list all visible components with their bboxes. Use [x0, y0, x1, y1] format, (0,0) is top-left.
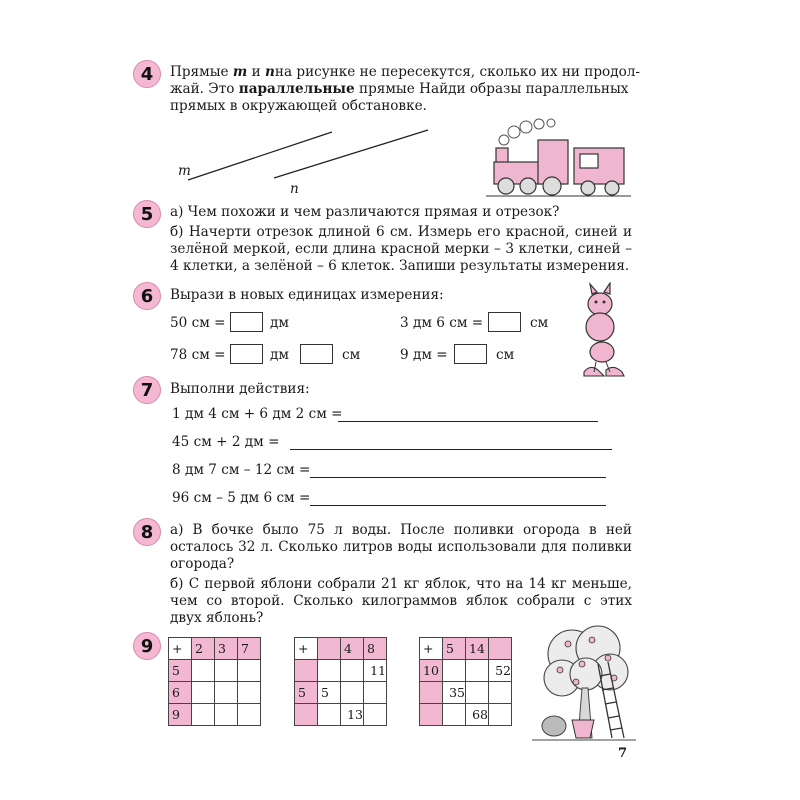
task-8-part-a: а) В бочке было 75 л воды. После поливки огорода в ней осталось 32 л. Сколько литров воды использовали для поливки огорода? — [170, 522, 632, 572]
grid-cell[interactable] — [238, 682, 261, 704]
grid-cell[interactable] — [192, 660, 215, 682]
grid-row-header: 5 — [295, 682, 318, 704]
grid-cell[interactable] — [238, 660, 261, 682]
grid-row-header: 5 — [169, 660, 192, 682]
task-7-line-3: 8 дм 7 см – 12 см = — [172, 462, 311, 478]
grid-cell[interactable] — [466, 682, 489, 704]
grid-cell: 52 — [489, 660, 512, 682]
grid-row-header — [420, 704, 443, 726]
grid-row-header: 10 — [420, 660, 443, 682]
task-9-badge: 9 — [133, 632, 161, 660]
grid-row-header — [295, 704, 318, 726]
grid-op: + — [295, 638, 318, 660]
line-m — [188, 132, 332, 180]
unit-sm: см — [530, 315, 549, 331]
unit-sm: см — [496, 347, 515, 363]
answer-line-7-1[interactable] — [338, 421, 598, 422]
grid-row-header — [420, 682, 443, 704]
grid-header: 7 — [238, 638, 261, 660]
task-6-expr-4: 9 дм = — [400, 347, 448, 363]
grid-cell[interactable] — [489, 682, 512, 704]
grid-cell[interactable] — [318, 704, 341, 726]
grid-cell[interactable] — [443, 660, 466, 682]
task-7-line-1: 1 дм 4 см + 6 дм 2 см = — [172, 406, 343, 422]
addition-grid-1 — [168, 637, 261, 726]
answer-box-6-1[interactable] — [230, 312, 263, 332]
answer-box-6-3a[interactable] — [230, 344, 263, 364]
task-5-part-a: а) Чем похожи и чем различаются прямая и отрезок? — [170, 204, 560, 220]
task-6-badge: 6 — [133, 282, 161, 310]
label-n: n — [290, 181, 299, 197]
addition-grid-2 — [294, 637, 387, 726]
grid-cell[interactable] — [341, 660, 364, 682]
task-6-expr-3: 78 см = — [170, 347, 226, 363]
grid-cell[interactable] — [215, 660, 238, 682]
train-illustration — [486, 118, 631, 198]
unit-dm: дм — [270, 315, 289, 331]
grid-cell[interactable] — [364, 682, 387, 704]
line-n — [274, 130, 428, 178]
grid-header — [318, 638, 341, 660]
task-7-line-2: 45 см + 2 дм = — [172, 434, 280, 450]
grid-cell: 5 — [318, 682, 341, 704]
answer-line-7-4[interactable] — [310, 505, 606, 506]
task-5-badge: 5 — [133, 200, 161, 228]
task-7-title: Выполни действия: — [170, 381, 310, 397]
grid-cell: 11 — [364, 660, 387, 682]
grid-cell[interactable] — [215, 682, 238, 704]
addition-grid-3 — [419, 637, 512, 726]
grid-cell[interactable] — [443, 704, 466, 726]
task-8-badge: 8 — [133, 518, 161, 546]
grid-row-header — [295, 660, 318, 682]
grid-cell[interactable] — [215, 704, 238, 726]
grid-header: 5 — [443, 638, 466, 660]
apple-tree-illustration — [532, 620, 636, 746]
answer-line-7-3[interactable] — [310, 477, 606, 478]
answer-box-6-3b[interactable] — [300, 344, 333, 364]
grid-header: 4 — [341, 638, 364, 660]
grid-cell: 68 — [466, 704, 489, 726]
grid-cell[interactable] — [318, 660, 341, 682]
grid-header — [489, 638, 512, 660]
page-number: 7 — [618, 746, 628, 761]
answer-box-6-2[interactable] — [488, 312, 521, 332]
task-6-expr-1: 50 см = — [170, 315, 226, 331]
grid-op: + — [420, 638, 443, 660]
grid-cell: 13 — [341, 704, 364, 726]
grid-cell[interactable] — [364, 704, 387, 726]
task-5-part-b: б) Начерти отрезок длиной 6 см. Измерь его красной, синей и зелёной меркой, если длина красной мерки – 3 клетки, синей – 4 клетки, а зелёной – 6 клеток. Запиши результаты измерения. — [170, 224, 632, 274]
grid-cell[interactable] — [341, 682, 364, 704]
task-7-line-4: 96 см – 5 дм 6 см = — [172, 490, 311, 506]
task-7-badge: 7 — [133, 376, 161, 404]
grid-cell[interactable] — [466, 660, 489, 682]
grid-header: 8 — [364, 638, 387, 660]
task-4-badge: 4 — [133, 60, 161, 88]
pig-illustration — [570, 282, 630, 382]
grid-header: 14 — [466, 638, 489, 660]
answer-box-6-4[interactable] — [454, 344, 487, 364]
parallel-lines-figure — [170, 120, 440, 200]
grid-cell[interactable] — [238, 704, 261, 726]
grid-cell: 35 — [443, 682, 466, 704]
grid-row-header: 9 — [169, 704, 192, 726]
grid-header: 2 — [192, 638, 215, 660]
grid-cell[interactable] — [489, 704, 512, 726]
grid-cell[interactable] — [192, 682, 215, 704]
grid-header: 3 — [215, 638, 238, 660]
unit-sm: см — [342, 347, 361, 363]
grid-op: + — [169, 638, 192, 660]
grid-cell[interactable] — [192, 704, 215, 726]
task-8-part-b: б) С первой яблони собрали 21 кг яблок, что на 14 кг меньше, чем со второй. Сколько килограммов яблок собрали с этих двух яблонь? — [170, 576, 632, 626]
task-4-text: Прямые m и n на рисунке не пересекутся, сколько их ни продол- жай. Это параллельные прямые Найди образы параллельных прямых в окружающей обстановке. — [170, 64, 641, 114]
label-m: m — [178, 163, 191, 179]
unit-dm: дм — [270, 347, 289, 363]
task-6-expr-2: 3 дм 6 см = — [400, 315, 484, 331]
answer-line-7-2[interactable] — [290, 449, 612, 450]
task-6-title: Вырази в новых единицах измерения: — [170, 287, 444, 303]
grid-row-header: 6 — [169, 682, 192, 704]
